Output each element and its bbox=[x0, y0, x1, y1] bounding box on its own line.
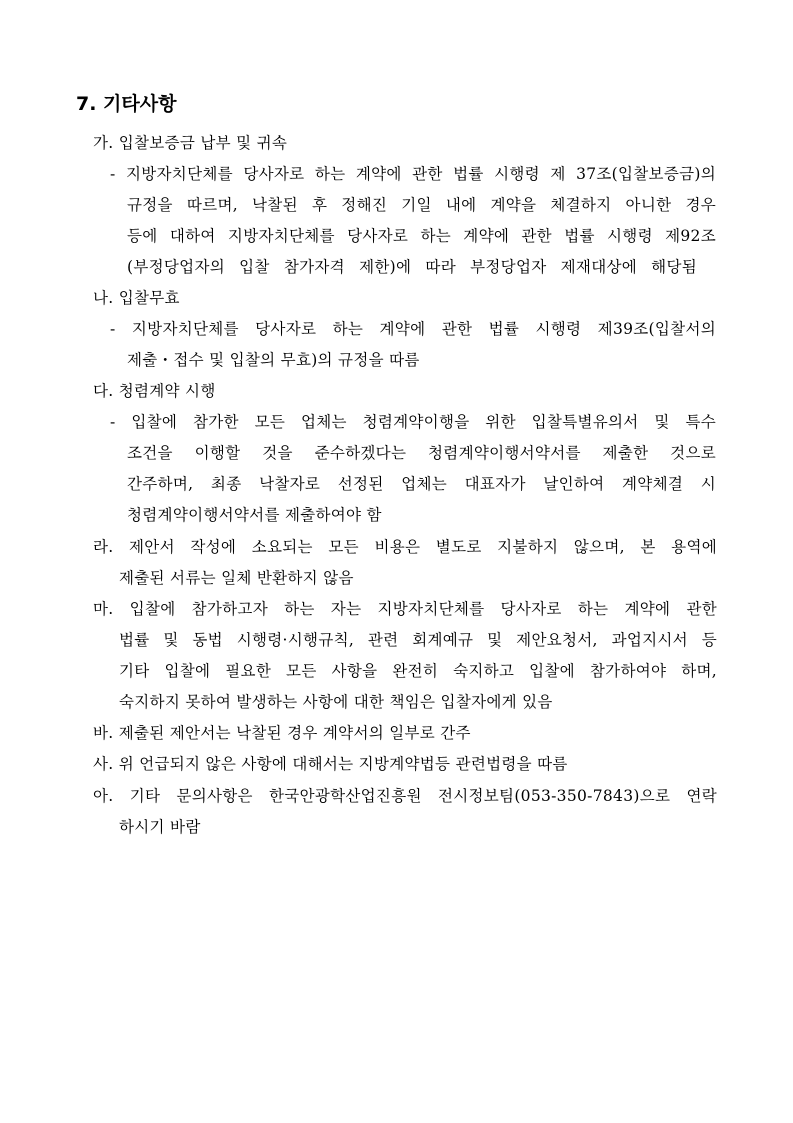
item-ra-text-line: 제출된 서류는 일체 반환하지 않음 bbox=[119, 569, 354, 587]
item-ba-text-line: 바. 제출된 제안서는 낙찰된 경우 계약서의 일부로 간주 bbox=[93, 724, 471, 742]
item-a-text-line: 아. 기타 문의사항은 한국안광학산업진흥원 전시정보팀(053-350-7843)으로 연락 bbox=[93, 787, 717, 805]
item-ga-text-line: 등에 대하여 지방자치단체를 당사자로 하는 계약에 관한 법률 시행령 제92조 bbox=[127, 227, 716, 245]
item-ma-text-line: 숙지하지 못하여 발생하는 사항에 대한 책임은 입찰자에게 있음 bbox=[119, 693, 553, 711]
item-ma-text-line: 법률 및 동법 시행령·시행규칙, 관련 회계예규 및 제안요청서, 과업지시서 등 bbox=[119, 631, 717, 649]
item-ga-text-line: (부정당업자의 입찰 참가자격 제한)에 따라 부정당업자 제재대상에 해당됨 bbox=[127, 258, 697, 276]
item-sa-text-line: 사. 위 언급되지 않은 사항에 대해서는 지방계약법등 관련법령을 따름 bbox=[93, 755, 568, 773]
item-a-text-line: 하시기 바람 bbox=[119, 818, 201, 836]
item-da-text-line: - 입찰에 참가한 모든 업체는 청렴계약이행을 위한 입찰특별유의서 및 특수 bbox=[110, 413, 716, 431]
item-na-text-line: 제출・접수 및 입찰의 무효)의 규정을 따름 bbox=[127, 351, 420, 369]
item-ma-text-line: 마. 입찰에 참가하고자 하는 자는 지방자치단체를 당사자로 하는 계약에 관한 bbox=[93, 600, 717, 618]
item-ga-text-line: - 지방자치단체를 당사자로 하는 계약에 관한 법률 시행령 제 37조(입찰보증금)의 bbox=[110, 165, 716, 183]
item-na-heading: 나. 입찰무효 bbox=[93, 289, 180, 307]
item-ga-text-line: 규정을 따르며, 낙찰된 후 정해진 기일 내에 계약을 체결하지 아니한 경우 bbox=[127, 196, 716, 214]
item-da-text-line: 조건을 이행할 것을 준수하겠다는 청렴계약이행서약서를 제출한 것으로 bbox=[127, 444, 716, 462]
item-da-text-line: 간주하며, 최종 낙찰자로 선정된 업체는 대표자가 날인하여 계약체결 시 bbox=[127, 475, 716, 493]
item-na-text-line: - 지방자치단체를 당사자로 하는 계약에 관한 법률 시행령 제39조(입찰서의 bbox=[110, 320, 716, 338]
item-da-heading: 다. 청렴계약 시행 bbox=[93, 382, 216, 400]
item-ga-heading: 가. 입찰보증금 납부 및 귀속 bbox=[93, 134, 288, 152]
item-ma-text-line: 기타 입찰에 필요한 모든 사항을 완전히 숙지하고 입찰에 참가하여야 하며, bbox=[119, 662, 717, 680]
item-ra-text-line: 라. 제안서 작성에 소요되는 모든 비용은 별도로 지불하지 않으며, 본 용역에 bbox=[93, 538, 717, 556]
item-da-text-line: 청렴계약이행서약서를 제출하여야 함 bbox=[127, 506, 382, 524]
section-title: 7. 기타사항 bbox=[76, 93, 177, 115]
